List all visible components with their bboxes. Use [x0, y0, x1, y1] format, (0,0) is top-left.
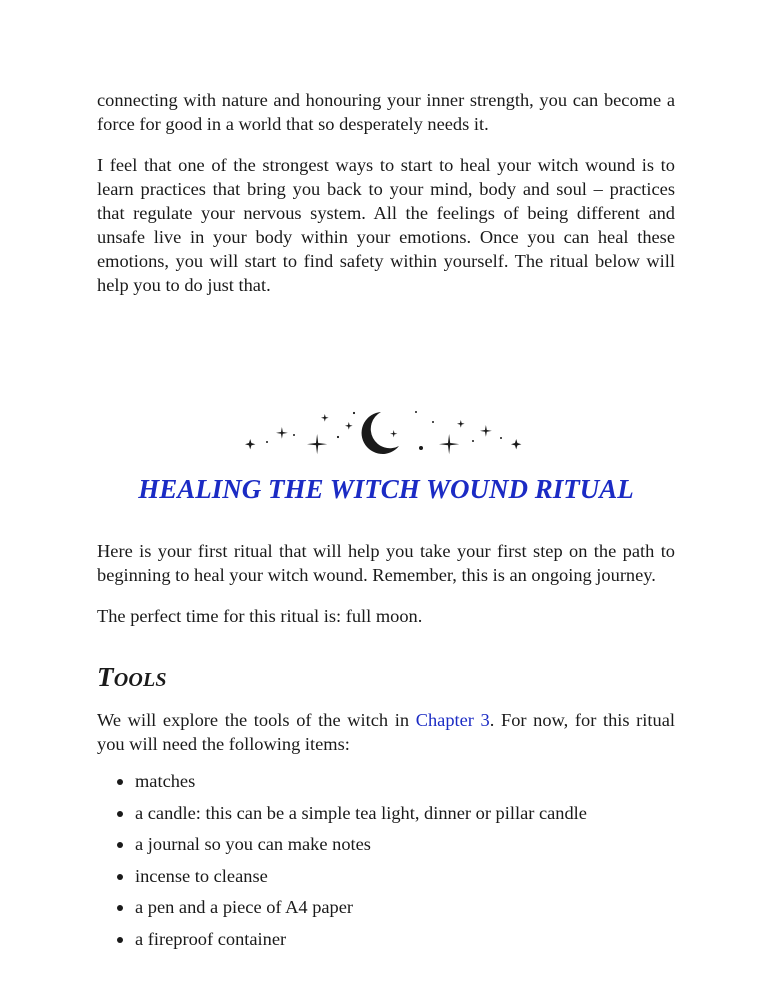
chapter-3-link[interactable]: Chapter 3	[415, 710, 490, 730]
list-item-text: matches	[135, 771, 196, 791]
crescent-moon-and-stars-icon	[97, 408, 675, 462]
tools-intro-after: . For now, for this ritual you will need the following items:	[97, 710, 675, 754]
tools-heading	[97, 660, 167, 697]
list-item	[97, 769, 675, 801]
paragraph-continuation: connecting with nature and honouring your inner strength, you can become a force for good in a world that so desperately needs it.	[97, 90, 675, 134]
tools-heading-rest: OOLS	[113, 669, 167, 691]
tools-intro	[97, 708, 675, 756]
list-item-text: a pen and a piece of A4 paper	[135, 897, 354, 917]
list-item	[97, 864, 675, 896]
bullet-icon	[117, 905, 123, 911]
paragraph-witch-wound-main: I feel that one of the strongest ways to start to heal your witch wound is to learn practices that bring you back to your mind, body and soul – practices that regulate your nervous system. All the feelings of being different and unsafe live in your body within your emotions. Once you can heal these emotions, you will start to find safety within yourself. The ritual below will	[97, 155, 675, 271]
list-item-text: a fireproof container	[135, 928, 287, 949]
paragraph-witch-wound	[97, 153, 675, 297]
list-item-text: a candle: this can be a simple tea light, dinner or pillar candle	[135, 802, 587, 823]
bullet-icon	[117, 842, 123, 848]
ritual-intro-section	[97, 539, 675, 628]
list-item-text: incense to cleanse	[135, 865, 268, 886]
tools-list	[97, 769, 675, 958]
list-item	[97, 801, 675, 833]
tools-intro-before: We will explore the tools of the witch in	[97, 710, 416, 730]
bullet-icon	[117, 937, 123, 943]
list-item-text: a journal so you can make notes	[135, 834, 371, 854]
ritual-timing: The perfect time for this ritual is: full moon.	[97, 606, 423, 626]
bullet-icon	[117, 811, 123, 817]
tools-intro-section	[97, 708, 675, 756]
ritual-title: HEALING THE WITCH WOUND RITUAL	[138, 474, 634, 504]
bullet-icon	[117, 874, 123, 880]
bullet-icon	[117, 779, 123, 785]
list-item	[97, 895, 675, 927]
tools-heading-initial: T	[97, 662, 114, 692]
list-item	[97, 832, 675, 864]
ritual-intro: Here is your first ritual that will help you take your first step on the path to beginning to heal your witch wound. Remember, this is an ongoing journey.	[97, 541, 675, 585]
book-page	[97, 88, 675, 949]
paragraph-witch-wound-end: help you to do just that.	[97, 275, 271, 295]
list-item	[97, 927, 675, 959]
